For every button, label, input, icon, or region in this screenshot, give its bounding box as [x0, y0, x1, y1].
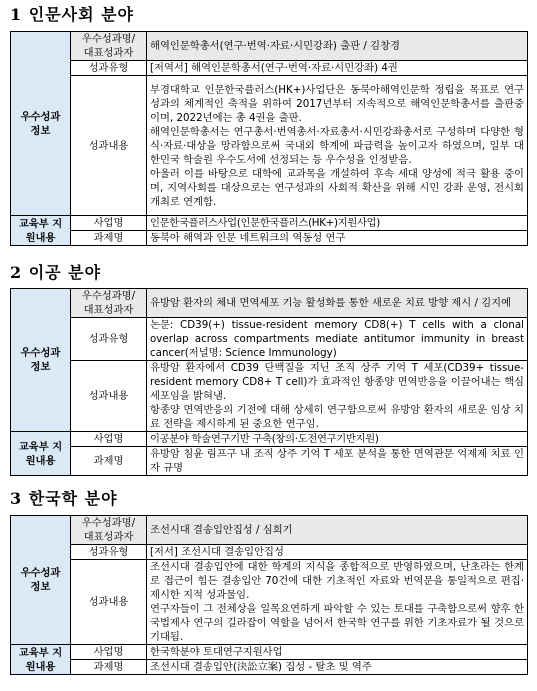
section-title-korean-studies: 3 한국학 분야 — [10, 489, 118, 508]
project-value: 한국학분야 토대연구지원사업 — [147, 645, 528, 660]
task-label: 과제명 — [71, 447, 147, 476]
achievement-label: 우수성과명/ 대표성과자 — [71, 289, 147, 318]
achievement-label: 우수성과명/ 대표성과자 — [71, 32, 147, 61]
project-label: 사업명 — [71, 645, 147, 660]
content-paragraph: 조선시대 결송입안에 대한 학계의 지식을 종합적으로 반영하였으며, 난초라는 한계로 접근이 힘든 결송입안 70건에 대한 기초적인 자료와 번역문을 통일적으로 편집·제시한 지적 성과물임. — [150, 561, 524, 601]
type-value: [저역서] 해역인문학총서(연구·번역·자료·시민강좌) 4권 — [147, 61, 528, 76]
content-label: 성과내용 — [71, 560, 147, 645]
ministry-category-cell: 교육부 지 원내용 — [11, 645, 71, 675]
content-value — [147, 361, 528, 432]
content-paragraph: 아울러 이를 바탕으로 대학에 교과목을 개설하여 후속 세대 양성에 적극 활용 중이며, 지역사회를 대상으로는 연구성과의 사회적 확산을 위해 시민 강좌 운영, 전시회 개최로 연계함. — [150, 167, 524, 208]
task-label: 과제명 — [71, 231, 147, 246]
achievement-value: 조선시대 결송입안집성 / 심희기 — [147, 516, 528, 545]
project-value: 이공분야 학술연구기반 구축(창의·도전연구기반지원) — [147, 432, 528, 447]
project-label: 사업명 — [71, 432, 147, 447]
achievement-value: 해역인문학총서(연구·번역·자료·시민강좌) 출판 / 김창경 — [147, 32, 528, 61]
section-title-humanities: 1 인문사회 분야 — [10, 5, 135, 24]
content-label: 성과내용 — [71, 361, 147, 432]
section-table-humanities — [10, 31, 528, 246]
section-title-science: 2 이공 분야 — [10, 263, 102, 282]
section-table-science — [10, 288, 528, 476]
ministry-category-cell: 교육부 지 원내용 — [11, 432, 71, 476]
section-table-korean-studies — [10, 515, 528, 675]
achievement-value: 유방암 환자의 체내 면역세포 기능 활성화를 통한 새로운 치료 방향 제시 / 김지예 — [147, 289, 528, 318]
task-value: 조선시대 결송입안(決訟立案) 집성 - 탈초 및 역주 — [147, 660, 528, 675]
excellence-category-cell: 우수성과 정보 — [11, 32, 71, 216]
type-label: 성과유형 — [71, 318, 147, 361]
type-value: 논문: CD39(+) tissue-resident memory CD8(+) T cells with a clonal overlap across compartments mediate antitumor immunity in breast cancer(저널명: Science Immunology) — [147, 318, 528, 361]
task-label: 과제명 — [71, 660, 147, 675]
achievement-label: 우수성과명/ 대표성과자 — [71, 516, 147, 545]
project-value: 인문한국플러스사업(인문한국플러스(HK+)지원사업) — [147, 216, 528, 231]
type-label: 성과유형 — [71, 545, 147, 560]
content-paragraph: 해역인문학총서는 연구총서·번역총서·자료총서·시민강좌총서로 구성하며 다양한 형식·자료·대상을 망라함으로써 국내외 학계에 파급력을 높이고자 하였으며, 일부 대한민국 학술원 우수도서에 선정되는 등 우수성을 인정받음. — [150, 125, 524, 166]
content-value — [147, 560, 528, 645]
excellence-category-cell: 우수성과 정보 — [11, 516, 71, 645]
content-paragraph: 유방암 환자에서 CD39 단백질을 지닌 조직 상주 기억 T 세포(CD39+ tissue-resident memory CD8+ T cell)가 효과적인 항종양 면역반응을 이끌어내는 핵심 세포임을 밝혀냄. — [150, 362, 524, 402]
content-paragraph: 연구자들이 그 전체상을 일목요연하게 파악할 수 있는 토대를 구축함으로써 향후 한국법제사 연구의 길라잡이 역할을 넘어서 한국학 연구를 위한 기초자료가 될 것으로 기대됨. — [150, 603, 524, 643]
ministry-category-cell: 교육부 지 원내용 — [11, 216, 71, 246]
content-paragraph: 항종양 면역반응의 기전에 대해 상세히 연구함으로써 유방암 환자의 새로운 임상 치료 전략을 제시하게 된 중요한 연구임. — [150, 404, 524, 430]
project-label: 사업명 — [71, 216, 147, 231]
excellence-category-cell: 우수성과 정보 — [11, 289, 71, 432]
content-label: 성과내용 — [71, 76, 147, 216]
content-paragraph: 부경대학교 인문한국플러스(HK+)사업단은 동북아해역인문학 정립을 목표로 연구성과의 체계적인 축적을 위하여 2017년부터 지속적으로 해역인문학총서를 출판중이며, 2022년에는 총 4권을 출판. — [150, 83, 524, 124]
type-label: 성과유형 — [71, 61, 147, 76]
task-value: 동북아 해역과 인문 네트워크의 역동성 연구 — [147, 231, 528, 246]
content-value — [147, 76, 528, 216]
task-value: 유방암 침윤 림프구 내 조직 상주 기억 T 세포 분석을 통한 면역관문 억제제 치료 인자 규명 — [147, 447, 528, 476]
type-value: [저서] 조선시대 결송입안집성 — [147, 545, 528, 560]
